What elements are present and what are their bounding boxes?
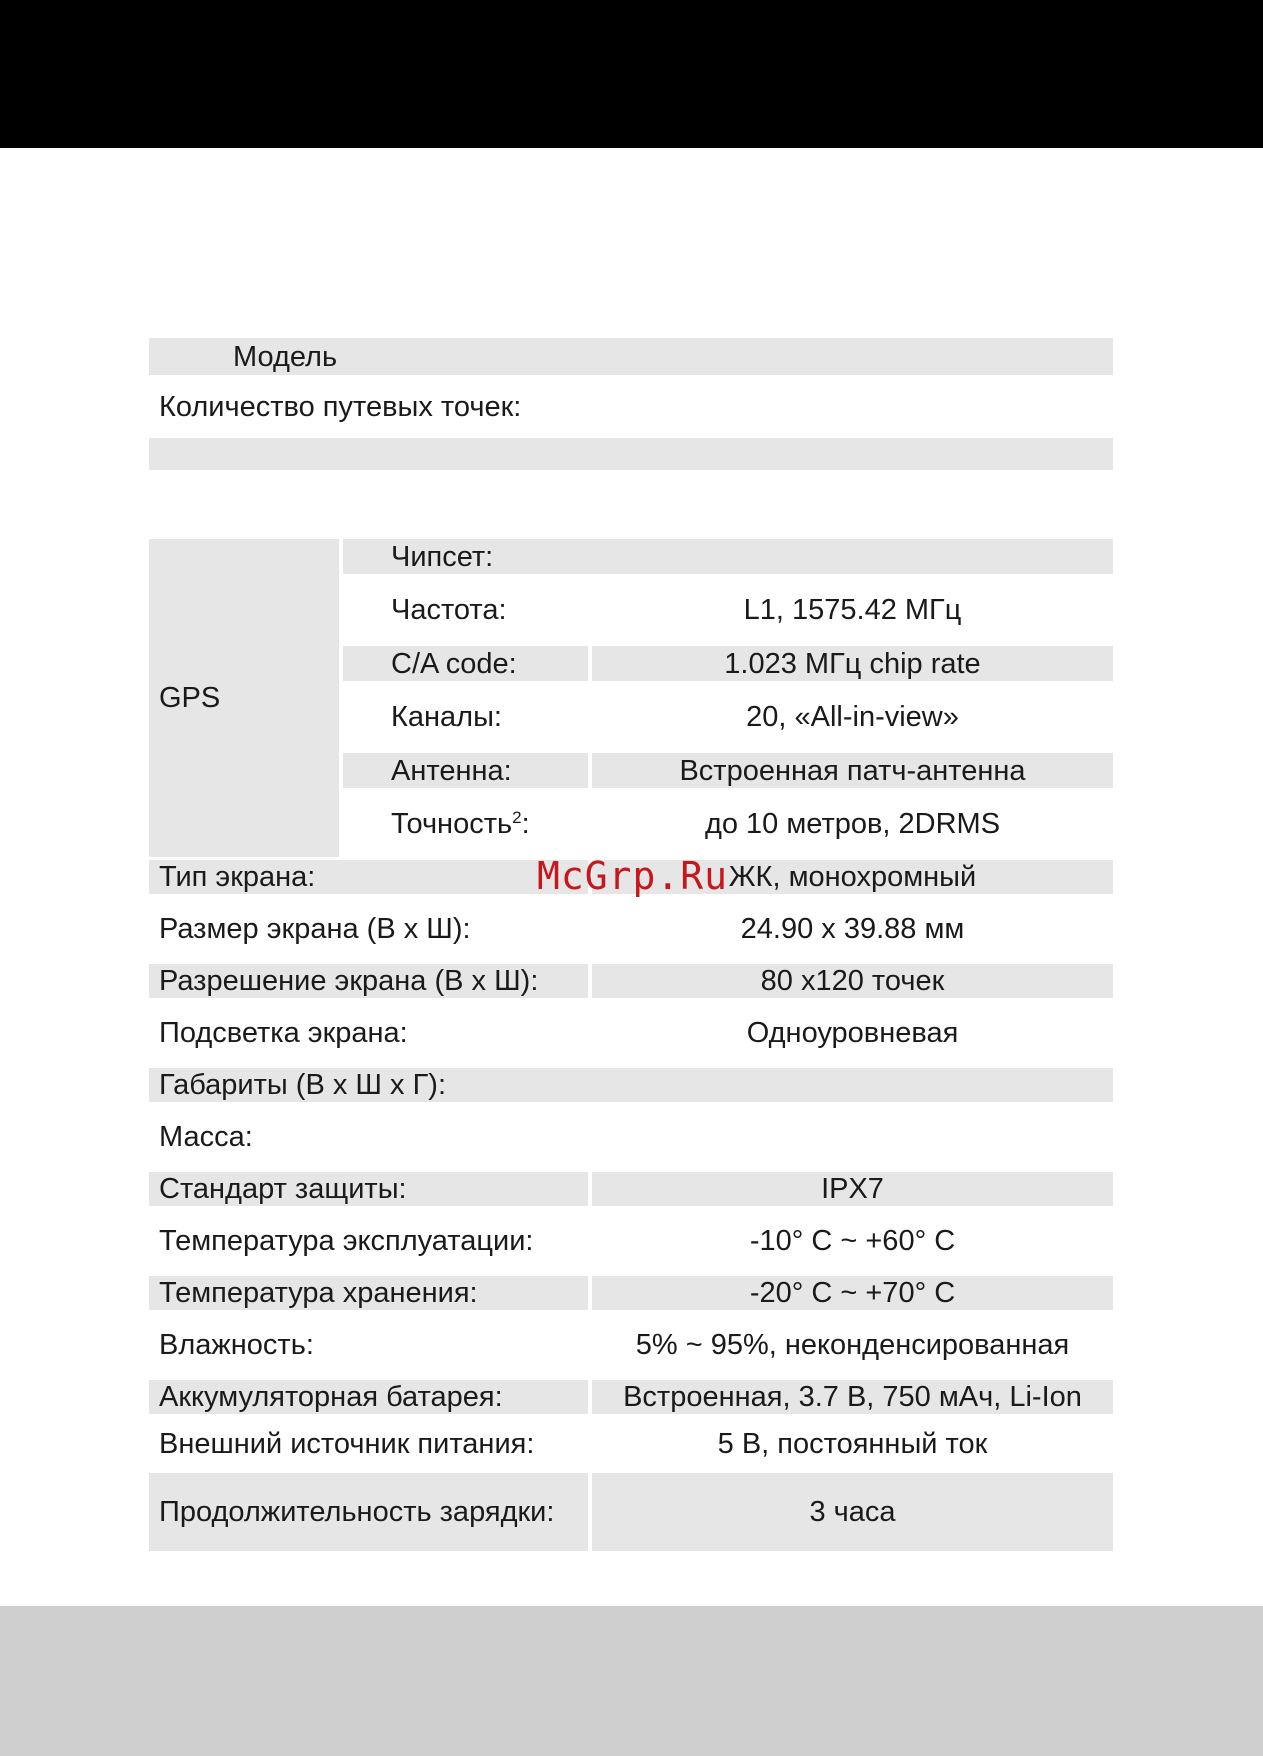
spec-label: Масса:: [149, 1105, 592, 1172]
gps-row-label: Чипсет:: [343, 539, 1113, 577]
table-row: [149, 964, 1113, 1001]
bottom-gray-band: [0, 1606, 1263, 1756]
table-row: [149, 378, 1113, 438]
spec-value: Встроенная, 3.7 В, 750 мАч, Li-Ion: [592, 1380, 1113, 1417]
spec-value: 80 x120 точек: [592, 964, 1113, 1001]
gps-row-value: 1.023 МГц chip rate: [592, 646, 1113, 684]
spec-label: Температура эксплуатации:: [149, 1209, 592, 1276]
footnote-marker: 2: [512, 808, 522, 827]
spec-label: Продолжительность зарядки:: [149, 1473, 592, 1554]
spec-label: Внешний источник питания:: [149, 1417, 592, 1473]
gps-row-value: до 10 метров, 2DRMS: [592, 791, 1113, 860]
spec-label: Стандарт защиты:: [149, 1172, 592, 1209]
gps-row-label: Антенна:: [343, 753, 592, 791]
spec-label: Влажность:: [149, 1313, 592, 1380]
spec-value: -20° C ~ +70° C: [592, 1276, 1113, 1313]
table-row: [149, 1276, 1113, 1313]
empty-cell: [592, 473, 1113, 539]
spec-value: Одноуровневая: [592, 1001, 1113, 1068]
empty-cell: [149, 438, 1113, 473]
spec-value: -10° C ~ +60° C: [592, 1209, 1113, 1276]
gps-row-value: L1, 1575.42 МГц: [592, 577, 1113, 646]
waypoints-value: [592, 378, 1113, 438]
spec-value: ЖК, монохромный: [592, 860, 1113, 897]
spec-label: Разрешение экрана (В х Ш):: [149, 964, 592, 1001]
table-row: [149, 1380, 1113, 1417]
table-row: [149, 338, 1113, 378]
spec-label: Подсветка экрана:: [149, 1001, 592, 1068]
spec-label: Тип экрана:: [149, 860, 592, 897]
spec-value: IPX7: [592, 1172, 1113, 1209]
table-row: [149, 897, 1113, 964]
gps-row-label: Каналы:: [343, 684, 592, 753]
spec-value: 24.90 x 39.88 мм: [592, 897, 1113, 964]
spec-label: Температура хранения:: [149, 1276, 592, 1313]
table-row: [149, 1313, 1113, 1380]
spec-value: 3 часа: [592, 1473, 1113, 1554]
spec-value: 5% ~ 95%, неконденсированная: [592, 1313, 1113, 1380]
table-row: [149, 1417, 1113, 1473]
spec-value: [592, 1105, 1113, 1172]
table-row: [149, 1105, 1113, 1172]
table-row: [149, 473, 1113, 539]
specifications-table: [149, 338, 1113, 1554]
table-row: [149, 1473, 1113, 1554]
spec-label: Размер экрана (В х Ш):: [149, 897, 592, 964]
gps-label: GPS: [149, 539, 343, 860]
empty-cell: [149, 473, 592, 539]
table-row: [149, 1172, 1113, 1209]
gps-row-label: [343, 791, 592, 860]
accuracy-label: Точность: [391, 808, 513, 840]
table-row: [149, 539, 1113, 577]
gps-row-label: C/A code:: [343, 646, 592, 684]
spec-label: Аккумуляторная батарея:: [149, 1380, 592, 1417]
top-black-band: [0, 0, 1263, 148]
gps-row-value: 20, «All-in-view»: [592, 684, 1113, 753]
accuracy-colon: :: [521, 808, 530, 840]
spec-value: 5 В, постоянный ток: [592, 1417, 1113, 1473]
table-row: [149, 1001, 1113, 1068]
gps-row-value: Встроенная патч-антенна: [592, 753, 1113, 791]
model-label: Модель: [149, 338, 1113, 378]
table-row: [149, 438, 1113, 473]
watermark-text: McGrp.Ru: [537, 854, 729, 898]
spec-label: Габариты (В х Ш х Г):: [149, 1068, 1113, 1105]
waypoints-label: Количество путевых точек:: [149, 378, 592, 438]
gps-row-label: Частота:: [343, 577, 592, 646]
table-row: [149, 1209, 1113, 1276]
table-row: [149, 1068, 1113, 1105]
